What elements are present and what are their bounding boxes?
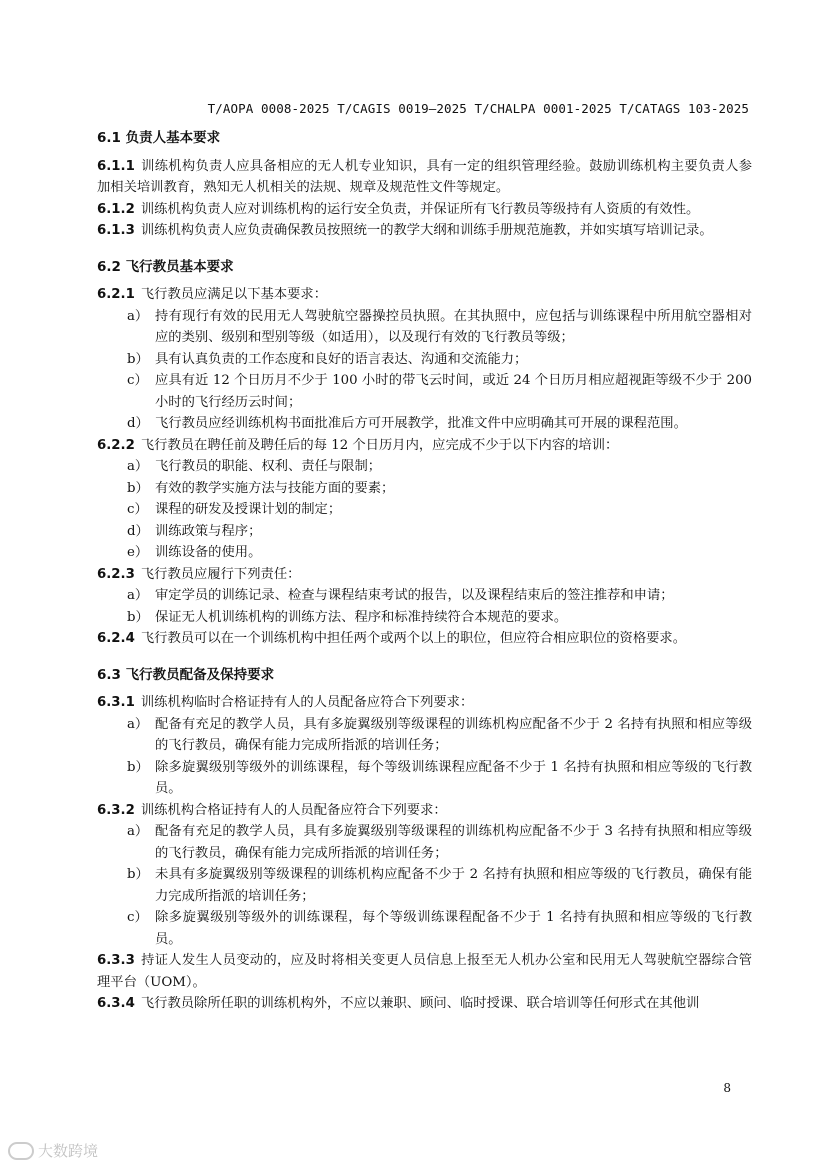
clause-number: 6.2.3 bbox=[97, 566, 135, 582]
list-item bbox=[97, 714, 752, 757]
list-item bbox=[97, 499, 752, 521]
list-item bbox=[97, 864, 752, 907]
clause-text: 飞行教员除所任职的训练机构外，不应以兼职、顾问、临时授课、联合培训等任何形式在其他训 bbox=[140, 996, 700, 1011]
watermark-logo-icon bbox=[8, 1142, 34, 1160]
clause-number: 6.2.1 bbox=[97, 287, 135, 302]
clause-6-2-3 bbox=[97, 564, 752, 586]
list-item-text: 有效的教学实施方法与技能方面的要素； bbox=[155, 480, 395, 496]
list-item bbox=[97, 542, 752, 564]
clause-6-1-1 bbox=[97, 156, 752, 199]
standard-header: T/AOPA 0008-2025 T/CAGIS 0019—2025 T/CHALPA 0001-2025 T/CATAGS 103-2025 bbox=[207, 101, 749, 116]
list-marker: a） bbox=[127, 588, 149, 603]
list-marker: b） bbox=[127, 480, 149, 496]
list-item bbox=[97, 607, 752, 629]
list-item-text: 持有现行有效的民用无人驾驶航空器操控员执照。在其执照中，应包括与训练课程中所用航空器相对应的类别、级别和型别等级（如适用），以及现行有效的飞行教员等级； bbox=[155, 308, 752, 345]
section-6-1-heading: 6.1 负责人基本要求 bbox=[97, 130, 221, 146]
list-item-text: 未具有多旋翼级别等级课程的训练机构应配备不少于 2 名持有执照和相应等级的飞行教员，确保有能力完成所指派的培训任务； bbox=[155, 867, 752, 904]
clause-number: 6.1.3 bbox=[97, 223, 135, 238]
clause-6-3-1 bbox=[97, 692, 752, 714]
clause-text: 训练机构负责人应负责确保教员按照统一的教学大纲和训练手册规范施教，并如实填写培训记录。 bbox=[140, 223, 713, 238]
section-6-2-heading: 6.2 飞行教员基本要求 bbox=[97, 258, 234, 275]
list-item bbox=[97, 456, 752, 478]
list-marker: a） bbox=[127, 824, 149, 839]
list-marker: c） bbox=[127, 910, 148, 925]
list-item-text: 课程的研发及授课计划的制定； bbox=[155, 502, 342, 517]
clause-6-3-3 bbox=[97, 950, 752, 993]
list-item bbox=[97, 757, 752, 800]
list-marker: c） bbox=[127, 373, 148, 388]
list-item-text: 具有认真负责的工作态度和良好的语言表达、沟通和交流能力； bbox=[155, 351, 528, 367]
document-body bbox=[97, 128, 752, 1015]
clause-text: 训练机构临时合格证持有人的人员配备应符合下列要求： bbox=[140, 695, 474, 710]
watermark-text: 大数跨境 bbox=[38, 1142, 99, 1160]
clause-number: 6.2.4 bbox=[97, 631, 135, 646]
list-item-text: 飞行教员的职能、权利、责任与限制； bbox=[155, 459, 382, 474]
clause-text: 训练机构合格证持有人的人员配备应符合下列要求： bbox=[140, 802, 447, 818]
list-item bbox=[97, 349, 752, 371]
clause-number: 6.1.2 bbox=[97, 201, 135, 217]
list-marker: a） bbox=[127, 308, 149, 324]
list-item bbox=[97, 521, 752, 543]
list-marker: d） bbox=[127, 523, 149, 539]
clause-6-1-3 bbox=[97, 220, 752, 242]
list-item-text: 配备有充足的教学人员，具有多旋翼级别等级课程的训练机构应配备不少于 2 名持有执照和相应等级的飞行教员，确保有能力完成所指派的培训任务； bbox=[155, 716, 752, 753]
list-marker: a） bbox=[127, 716, 149, 732]
watermark bbox=[8, 1140, 98, 1161]
clause-6-2-2 bbox=[97, 435, 752, 457]
list-marker: b） bbox=[127, 351, 149, 367]
list-item-text: 审定学员的训练记录、检查与课程结束考试的报告，以及课程结束后的签注推荐和申请； bbox=[155, 588, 674, 603]
clause-number: 6.3.2 bbox=[97, 802, 135, 818]
clause-6-3-2 bbox=[97, 800, 752, 822]
clause-text: 飞行教员可以在一个训练机构中担任两个或两个以上的职位，但应符合相应职位的资格要求。 bbox=[140, 631, 687, 646]
list-item bbox=[97, 306, 752, 349]
list-item-text: 训练政策与程序； bbox=[155, 523, 262, 539]
list-item-text: 除多旋翼级别等级外的训练课程，每个等级训练课程配备不少于 1 名持有执照和相应等级的飞行教员。 bbox=[155, 910, 752, 947]
list-item-text: 除多旋翼级别等级外的训练课程，每个等级训练课程应配备不少于 1 名持有执照和相应等级的飞行教员。 bbox=[155, 759, 752, 796]
list-item bbox=[97, 478, 752, 500]
list-item bbox=[97, 413, 752, 435]
list-item bbox=[97, 585, 752, 607]
clause-6-2-1 bbox=[97, 284, 752, 306]
list-item bbox=[97, 821, 752, 864]
list-item-text: 飞行教员应经训练机构书面批准后方可开展教学，批准文件中应明确其可开展的课程范围。 bbox=[155, 416, 687, 431]
list-item-text: 应具有近 12 个日历月不少于 100 小时的带飞云时间，或近 24 个日历月相应超视距等级不少于 200 小时的飞行经历云时间； bbox=[155, 373, 752, 410]
list-marker: d） bbox=[127, 416, 149, 431]
clause-text: 训练机构负责人应对训练机构的运行安全负责，并保证所有飞行教员等级持有人资质的有效性。 bbox=[140, 201, 700, 217]
clause-text: 飞行教员应履行下列责任： bbox=[140, 566, 301, 582]
list-marker: b） bbox=[127, 759, 149, 775]
list-marker: a） bbox=[127, 459, 149, 474]
clause-text: 持证人发生人员变动的，应及时将相关变更人员信息上报至无人机办公室和民用无人驾驶航空器综合管理平台（UOM）。 bbox=[97, 953, 752, 990]
clause-6-1-2 bbox=[97, 199, 752, 221]
list-item-text: 训练设备的使用。 bbox=[155, 545, 262, 560]
list-marker: b） bbox=[127, 609, 149, 625]
list-item-text: 保证无人机训练机构的训练方法、程序和标准持续符合本规范的要求。 bbox=[155, 609, 568, 625]
clause-6-2-4 bbox=[97, 628, 752, 650]
page-number: 8 bbox=[723, 1081, 731, 1095]
list-marker: e） bbox=[127, 545, 149, 560]
clause-text: 飞行教员在聘任前及聘任后的每 12 个日历月内，应完成不少于以下内容的培训： bbox=[140, 437, 619, 453]
list-item bbox=[97, 370, 752, 413]
section-6-3-heading: 6.3 飞行教员配备及保持要求 bbox=[97, 666, 275, 683]
list-marker: b） bbox=[127, 867, 149, 882]
clause-number: 6.3.1 bbox=[97, 695, 135, 710]
clause-text: 训练机构负责人应具备相应的无人机专业知识，具有一定的组织管理经验。鼓励训练机构主要负责人参加相关培训教育，熟知无人机相关的法规、规章及规范性文件等规定。 bbox=[97, 158, 752, 195]
clause-number: 6.2.2 bbox=[97, 437, 135, 453]
clause-text: 飞行教员应满足以下基本要求： bbox=[140, 287, 328, 302]
list-marker: c） bbox=[127, 502, 148, 517]
list-item-text: 配备有充足的教学人员，具有多旋翼级别等级课程的训练机构应配备不少于 3 名持有执照和相应等级的飞行教员，确保有能力完成所指派的培训任务； bbox=[155, 824, 752, 861]
clause-number: 6.1.1 bbox=[97, 158, 135, 174]
clause-6-3-4 bbox=[97, 993, 752, 1015]
list-item bbox=[97, 907, 752, 950]
clause-number: 6.3.3 bbox=[97, 953, 135, 968]
clause-number: 6.3.4 bbox=[97, 996, 135, 1011]
